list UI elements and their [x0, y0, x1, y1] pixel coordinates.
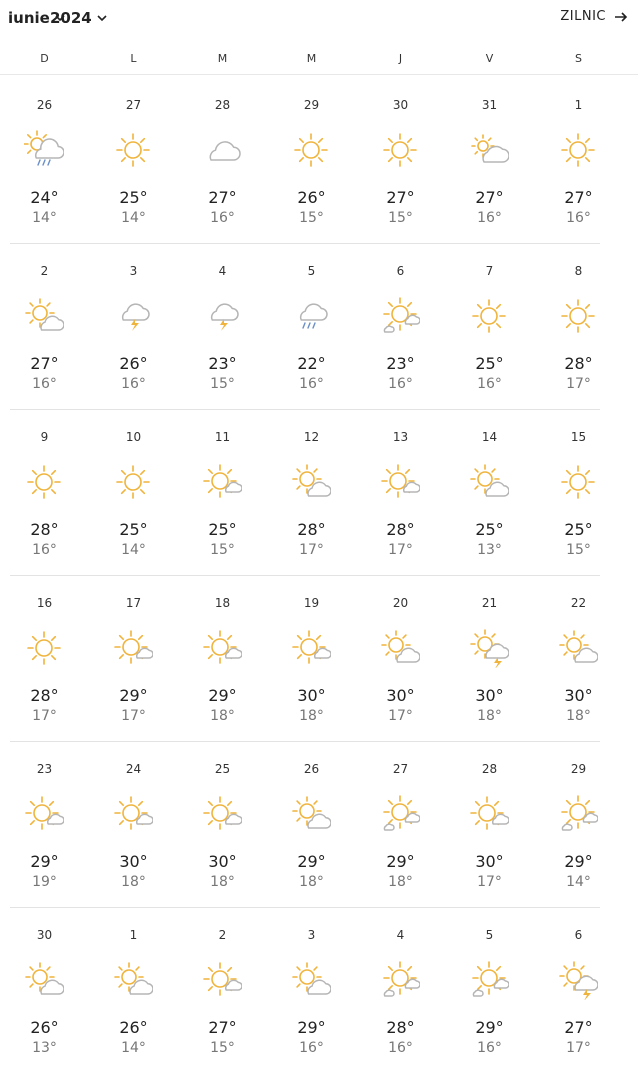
min-temperature: 17° — [32, 708, 57, 724]
day-cell[interactable] — [0, 244, 89, 410]
day-number: 4 — [396, 928, 405, 942]
day-cell[interactable] — [534, 244, 623, 410]
max-temperature: 28° — [297, 520, 326, 539]
sun-icon — [558, 462, 598, 502]
week-row — [0, 410, 638, 576]
weekday-label: D — [40, 52, 49, 65]
min-temperature: 17° — [566, 376, 591, 392]
min-temperature: 14° — [121, 542, 146, 558]
day-number: 27 — [125, 98, 142, 112]
day-cell[interactable] — [267, 576, 356, 742]
day-number: 29 — [570, 762, 587, 776]
day-cell[interactable] — [534, 576, 623, 742]
day-number: 21 — [481, 596, 498, 610]
sun-small-cloud-icon — [469, 794, 509, 834]
day-cell[interactable] — [534, 742, 623, 908]
min-temperature: 16° — [477, 1040, 502, 1056]
min-temperature: 16° — [32, 542, 57, 558]
max-temperature: 27° — [208, 188, 237, 207]
min-temperature: 17° — [121, 708, 146, 724]
day-number: 20 — [392, 596, 409, 610]
week-row — [0, 742, 638, 908]
day-number: 7 — [485, 264, 494, 278]
max-temperature: 29° — [297, 1018, 326, 1037]
day-cell[interactable] — [445, 410, 534, 576]
max-temperature: 30° — [208, 852, 237, 871]
max-temperature: 30° — [475, 852, 504, 871]
day-cell[interactable] — [178, 244, 267, 410]
day-cell[interactable] — [0, 742, 89, 908]
sun-small-clouds-icon — [469, 960, 509, 1000]
min-temperature: 17° — [477, 874, 502, 890]
day-number: 14 — [481, 430, 498, 444]
sun-cloud-icon — [380, 628, 420, 668]
sun-cloud-rain-icon — [24, 130, 64, 170]
day-cell[interactable] — [89, 908, 178, 1074]
day-cell[interactable] — [356, 410, 445, 576]
min-temperature: 16° — [388, 1040, 413, 1056]
day-cell[interactable] — [356, 742, 445, 908]
sun-cloud-icon — [24, 296, 64, 336]
sun-cloud-icon — [291, 462, 331, 502]
weekday-label: M — [217, 52, 228, 65]
day-number: 28 — [481, 762, 498, 776]
day-number: 19 — [303, 596, 320, 610]
max-temperature: 27° — [564, 188, 593, 207]
weekday-label: L — [130, 52, 137, 65]
max-temperature: 30° — [564, 686, 593, 705]
sun-icon — [113, 130, 153, 170]
weekday-label: V — [485, 52, 494, 65]
min-temperature: 14° — [566, 874, 591, 890]
min-temperature: 18° — [299, 708, 324, 724]
day-cell[interactable] — [356, 78, 445, 244]
min-temperature: 16° — [210, 210, 235, 226]
max-temperature: 25° — [119, 188, 148, 207]
weekday-label: J — [398, 52, 403, 65]
day-number: 28 — [214, 98, 231, 112]
sun-icon — [380, 130, 420, 170]
sun-small-cloud-icon — [113, 794, 153, 834]
min-temperature: 18° — [388, 874, 413, 890]
min-temperature: 15° — [299, 210, 324, 226]
min-temperature: 16° — [32, 376, 57, 392]
max-temperature: 27° — [475, 188, 504, 207]
cloud-thunder-icon — [202, 296, 242, 336]
day-number: 23 — [36, 762, 53, 776]
day-cell[interactable] — [178, 410, 267, 576]
sun-small-cloud-icon — [291, 628, 331, 668]
min-temperature: 18° — [210, 874, 235, 890]
min-temperature: 16° — [299, 1040, 324, 1056]
day-cell[interactable] — [178, 742, 267, 908]
min-temperature: 15° — [210, 376, 235, 392]
min-temperature: 18° — [210, 708, 235, 724]
max-temperature: 29° — [208, 686, 237, 705]
sun-cloud-icon — [469, 462, 509, 502]
max-temperature: 25° — [119, 520, 148, 539]
max-temperature: 29° — [30, 852, 59, 871]
sun-small-clouds-icon — [558, 794, 598, 834]
chevron-down-icon — [96, 12, 108, 24]
day-cell[interactable] — [445, 78, 534, 244]
day-number: 26 — [303, 762, 320, 776]
day-number: 30 — [36, 928, 53, 942]
max-temperature: 29° — [475, 1018, 504, 1037]
max-temperature: 25° — [475, 354, 504, 373]
min-temperature: 16° — [121, 376, 146, 392]
day-cell[interactable] — [356, 244, 445, 410]
day-cell[interactable] — [178, 78, 267, 244]
day-number: 13 — [392, 430, 409, 444]
day-number: 3 — [307, 928, 316, 942]
sun-icon — [558, 130, 598, 170]
max-temperature: 28° — [386, 1018, 415, 1037]
day-cell[interactable] — [89, 410, 178, 576]
day-number: 6 — [574, 928, 583, 942]
day-cell[interactable] — [534, 410, 623, 576]
min-temperature: 17° — [388, 708, 413, 724]
max-temperature: 27° — [30, 354, 59, 373]
min-temperature: 17° — [388, 542, 413, 558]
max-temperature: 30° — [297, 686, 326, 705]
day-number: 11 — [214, 430, 231, 444]
month-grid — [0, 78, 638, 1074]
week-row — [0, 78, 638, 244]
max-temperature: 22° — [297, 354, 326, 373]
weekday-label: S — [575, 52, 582, 65]
sun-icon — [291, 130, 331, 170]
day-cell[interactable] — [267, 908, 356, 1074]
max-temperature: 26° — [119, 1018, 148, 1037]
day-cell[interactable] — [178, 576, 267, 742]
min-temperature: 16° — [477, 376, 502, 392]
day-cell[interactable] — [0, 576, 89, 742]
day-number: 9 — [40, 430, 49, 444]
calendar-header — [0, 0, 638, 38]
min-temperature: 16° — [477, 210, 502, 226]
sun-cloud-icon — [558, 628, 598, 668]
max-temperature: 25° — [564, 520, 593, 539]
sun-icon — [113, 462, 153, 502]
sun-small-cloud-icon — [113, 628, 153, 668]
max-temperature: 24° — [30, 188, 59, 207]
max-temperature: 26° — [119, 354, 148, 373]
day-number: 4 — [218, 264, 227, 278]
max-temperature: 30° — [386, 686, 415, 705]
min-temperature: 18° — [299, 874, 324, 890]
min-temperature: 15° — [210, 1040, 235, 1056]
max-temperature: 29° — [119, 686, 148, 705]
sun-small-clouds-icon — [380, 296, 420, 336]
day-cell[interactable] — [0, 908, 89, 1074]
min-temperature: 16° — [388, 376, 413, 392]
day-cell[interactable] — [267, 78, 356, 244]
day-cell[interactable] — [267, 244, 356, 410]
day-number: 10 — [125, 430, 142, 444]
max-temperature: 27° — [564, 1018, 593, 1037]
day-cell[interactable] — [445, 742, 534, 908]
min-temperature: 16° — [566, 210, 591, 226]
day-number: 24 — [125, 762, 142, 776]
max-temperature: 28° — [564, 354, 593, 373]
day-cell[interactable] — [89, 576, 178, 742]
sun-icon — [24, 628, 64, 668]
day-number: 26 — [36, 98, 53, 112]
day-number: 31 — [481, 98, 498, 112]
cloud-icon — [202, 130, 242, 170]
max-temperature: 28° — [386, 520, 415, 539]
min-temperature: 14° — [121, 1040, 146, 1056]
min-temperature: 15° — [388, 210, 413, 226]
day-cell[interactable] — [267, 410, 356, 576]
day-number: 25 — [214, 762, 231, 776]
max-temperature: 29° — [564, 852, 593, 871]
sun-cloud-icon — [291, 794, 331, 834]
day-number: 2 — [218, 928, 227, 942]
day-cell[interactable] — [356, 576, 445, 742]
day-cell[interactable] — [89, 244, 178, 410]
week-row — [0, 576, 638, 742]
day-number: 29 — [303, 98, 320, 112]
week-row — [0, 908, 638, 1074]
day-number: 5 — [307, 264, 316, 278]
day-number: 6 — [396, 264, 405, 278]
day-cell[interactable] — [0, 78, 89, 244]
daily-view-link[interactable] — [560, 9, 628, 24]
sun-icon — [24, 462, 64, 502]
arrow-right-icon — [614, 10, 628, 24]
sun-cloud-icon — [113, 960, 153, 1000]
daily-view-label: ZILNIC — [560, 9, 606, 24]
sun-small-clouds-icon — [380, 794, 420, 834]
day-number: 17 — [125, 596, 142, 610]
day-cell[interactable] — [267, 742, 356, 908]
day-cell[interactable] — [445, 908, 534, 1074]
day-cell[interactable] — [445, 244, 534, 410]
month-label: iunie — [8, 9, 50, 27]
sun-cloud-thunder-icon — [558, 960, 598, 1000]
min-temperature: 14° — [121, 210, 146, 226]
min-temperature: 13° — [32, 1040, 57, 1056]
day-number: 30 — [392, 98, 409, 112]
sun-small-cloud-icon — [202, 628, 242, 668]
sun-icon — [558, 296, 598, 336]
day-number: 15 — [570, 430, 587, 444]
sun-behind-cloud-icon — [469, 130, 509, 170]
min-temperature: 17° — [566, 1040, 591, 1056]
day-cell[interactable] — [89, 742, 178, 908]
max-temperature: 28° — [30, 686, 59, 705]
day-cell[interactable] — [534, 78, 623, 244]
year-label: 2024 — [50, 9, 92, 27]
day-number: 16 — [36, 596, 53, 610]
max-temperature: 28° — [30, 520, 59, 539]
max-temperature: 23° — [208, 354, 237, 373]
day-number: 3 — [129, 264, 138, 278]
max-temperature: 27° — [386, 188, 415, 207]
weekday-header-row — [0, 44, 638, 75]
day-number: 18 — [214, 596, 231, 610]
max-temperature: 23° — [386, 354, 415, 373]
weekday-label: M — [306, 52, 317, 65]
min-temperature: 18° — [566, 708, 591, 724]
max-temperature: 26° — [30, 1018, 59, 1037]
min-temperature: 19° — [32, 874, 57, 890]
day-number: 1 — [129, 928, 138, 942]
sun-cloud-icon — [24, 960, 64, 1000]
sun-icon — [469, 296, 509, 336]
max-temperature: 29° — [386, 852, 415, 871]
min-temperature: 15° — [210, 542, 235, 558]
day-cell[interactable] — [178, 908, 267, 1074]
min-temperature: 14° — [32, 210, 57, 226]
sun-small-cloud-icon — [380, 462, 420, 502]
day-number: 5 — [485, 928, 494, 942]
min-temperature: 17° — [299, 542, 324, 558]
min-temperature: 13° — [477, 542, 502, 558]
day-cell[interactable] — [89, 78, 178, 244]
day-number: 27 — [392, 762, 409, 776]
day-cell[interactable] — [445, 576, 534, 742]
max-temperature: 26° — [297, 188, 326, 207]
sun-small-cloud-icon — [202, 794, 242, 834]
cloud-rain-icon — [291, 296, 331, 336]
sun-small-cloud-icon — [202, 960, 242, 1000]
sun-cloud-icon — [291, 960, 331, 1000]
min-temperature: 16° — [299, 376, 324, 392]
day-number: 1 — [574, 98, 583, 112]
sun-small-cloud-icon — [24, 794, 64, 834]
max-temperature: 30° — [119, 852, 148, 871]
min-temperature: 18° — [477, 708, 502, 724]
max-temperature: 25° — [475, 520, 504, 539]
max-temperature: 25° — [208, 520, 237, 539]
cloud-thunder-icon — [113, 296, 153, 336]
day-number: 2 — [40, 264, 49, 278]
day-number: 22 — [570, 596, 587, 610]
year-select[interactable] — [50, 9, 108, 27]
day-number: 12 — [303, 430, 320, 444]
sun-small-clouds-icon — [380, 960, 420, 1000]
max-temperature: 30° — [475, 686, 504, 705]
max-temperature: 29° — [297, 852, 326, 871]
day-number: 8 — [574, 264, 583, 278]
day-cell[interactable] — [356, 908, 445, 1074]
min-temperature: 18° — [121, 874, 146, 890]
max-temperature: 27° — [208, 1018, 237, 1037]
week-row — [0, 244, 638, 410]
min-temperature: 15° — [566, 542, 591, 558]
sun-small-cloud-icon — [202, 462, 242, 502]
day-cell[interactable] — [534, 908, 623, 1074]
sun-cloud-thunder-icon — [469, 628, 509, 668]
day-cell[interactable] — [0, 410, 89, 576]
